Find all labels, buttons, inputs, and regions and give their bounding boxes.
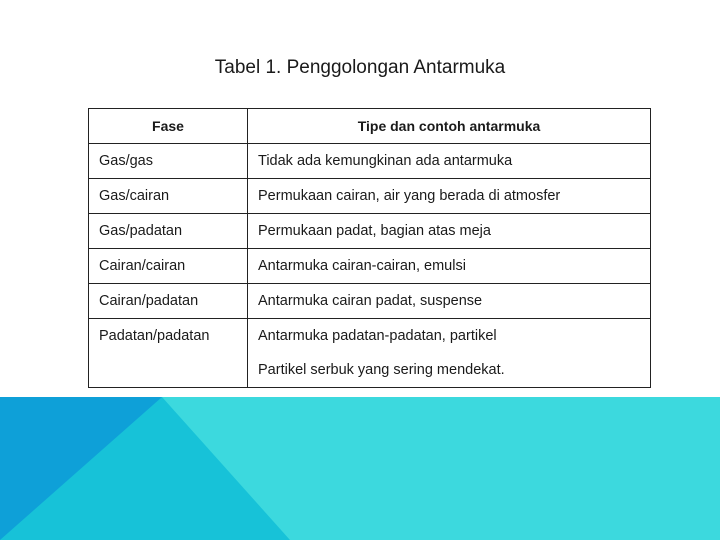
- header-tipe: Tipe dan contoh antarmuka: [248, 109, 651, 144]
- cell-fase-text: Padatan/padatan: [99, 328, 210, 344]
- table-row: [89, 319, 651, 388]
- cell-tipe: Permukaan padat, bagian atas meja: [248, 214, 651, 249]
- table-row: [89, 144, 651, 179]
- header-fase: Fase: [89, 109, 248, 144]
- cell-fase: Gas/gas: [89, 144, 248, 179]
- slide-title: Tabel 1. Penggolongan Antarmuka: [214, 57, 506, 78]
- cell-fase: Gas/padatan: [89, 214, 248, 249]
- cell-tipe: Antarmuka cairan padat, suspense: [248, 284, 651, 319]
- cell-fase: [89, 319, 248, 388]
- classification-table: [88, 108, 651, 388]
- decorative-band: [0, 397, 720, 540]
- cell-fase: Cairan/cairan: [89, 249, 248, 284]
- cell-fase: Gas/cairan: [89, 179, 248, 214]
- table-row: [89, 214, 651, 249]
- cell-tipe-line-2: Partikel serbuk yang sering mendekat.: [258, 362, 505, 378]
- cell-fase: Cairan/padatan: [89, 284, 248, 319]
- table-row: [89, 284, 651, 319]
- cell-tipe: [248, 319, 651, 388]
- cell-tipe: Permukaan cairan, air yang berada di atmosfer: [248, 179, 651, 214]
- cell-tipe: Tidak ada kemungkinan ada antarmuka: [248, 144, 651, 179]
- table-header-row: [89, 109, 651, 144]
- table-row: [89, 249, 651, 284]
- cell-tipe-line-1: Antarmuka padatan-padatan, partikel: [258, 328, 497, 344]
- cell-tipe: Antarmuka cairan-cairan, emulsi: [248, 249, 651, 284]
- table-row: [89, 179, 651, 214]
